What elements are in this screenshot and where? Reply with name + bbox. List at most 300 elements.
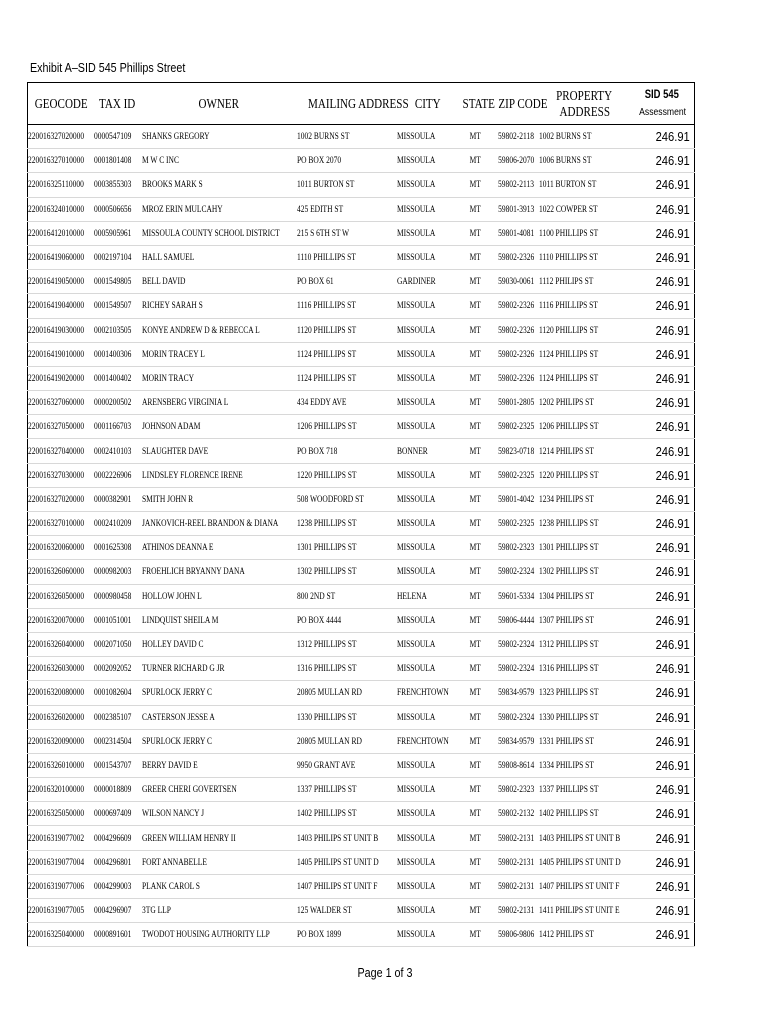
table-row [28,512,695,536]
cell-mailing-address: PO BOX 4444 [297,608,397,632]
cell-property-address: 1238 PHILLIPS ST [539,512,631,536]
table-row [28,850,695,874]
header-owner: OWNER [142,83,297,125]
cell-sid-assessment: 246.91 [631,415,695,439]
cell-zip-code: 59806-2070 [493,149,539,173]
cell-state: MT [459,342,493,366]
cell-zip-code: 59802-2131 [493,850,539,874]
table-row [28,536,695,560]
cell-state: MT [459,173,493,197]
cell-geocode: 220016320100000 [28,778,94,802]
cell-property-address: 1402 PHILLIPS ST [539,802,631,826]
cell-state: MT [459,391,493,415]
cell-property-address: 1110 PHILLIPS ST [539,245,631,269]
cell-owner: LINDSLEY FLORENCE IRENE [142,463,297,487]
cell-owner: TWODOT HOUSING AUTHORITY LLP [142,923,297,947]
cell-owner: SPURLOCK JERRY C [142,729,297,753]
cell-city: MISSOULA [397,366,459,390]
table-row [28,657,695,681]
cell-owner: JANKOVICH-REEL BRANDON & DIANA [142,512,297,536]
cell-owner: SMITH JOHN R [142,487,297,511]
cell-sid-assessment: 246.91 [631,657,695,681]
cell-mailing-address: 434 EDDY AVE [297,391,397,415]
cell-tax-id: 0001801408 [94,149,142,173]
cell-owner: MROZ ERIN MULCAHY [142,197,297,221]
cell-city: FRENCHTOWN [397,681,459,705]
cell-state: MT [459,487,493,511]
cell-owner: HOLLEY DAVID C [142,632,297,656]
cell-sid-assessment: 246.91 [631,923,695,947]
cell-property-address: 1022 COWPER ST [539,197,631,221]
cell-mailing-address: PO BOX 61 [297,270,397,294]
cell-zip-code: 59601-5334 [493,584,539,608]
cell-property-address: 1403 PHILIPS ST UNIT B [539,826,631,850]
cell-owner: 3TG LLP [142,899,297,923]
table-row [28,245,695,269]
cell-tax-id: 0004296907 [94,899,142,923]
cell-owner: BERRY DAVID E [142,753,297,777]
cell-tax-id: 0000547109 [94,125,142,149]
cell-geocode: 220016320080000 [28,681,94,705]
cell-zip-code: 59823-0718 [493,439,539,463]
cell-state: MT [459,850,493,874]
cell-state: MT [459,632,493,656]
cell-zip-code: 59802-2324 [493,560,539,584]
cell-zip-code: 59802-2323 [493,778,539,802]
cell-property-address: 1334 PHILIPS ST [539,753,631,777]
table-row [28,802,695,826]
header-mailing-address: MAILING ADDRESS [297,83,397,125]
cell-owner: CASTERSON JESSE A [142,705,297,729]
header-sid-assessment: SID 545 Assessment [631,83,695,125]
cell-sid-assessment: 246.91 [631,826,695,850]
cell-city: MISSOULA [397,512,459,536]
cell-zip-code: 59802-2132 [493,802,539,826]
header-tax-id: TAX ID [94,83,142,125]
cell-zip-code: 59802-2324 [493,705,539,729]
cell-sid-assessment: 246.91 [631,681,695,705]
cell-property-address: 1006 BURNS ST [539,149,631,173]
cell-geocode: 220016327040000 [28,439,94,463]
cell-zip-code: 59802-2323 [493,536,539,560]
cell-sid-assessment: 246.91 [631,632,695,656]
cell-tax-id: 0001625308 [94,536,142,560]
cell-mailing-address: 1011 BURTON ST [297,173,397,197]
table-body [28,125,695,947]
cell-zip-code: 59802-2324 [493,657,539,681]
cell-sid-assessment: 246.91 [631,753,695,777]
cell-city: MISSOULA [397,705,459,729]
cell-geocode: 220016327030000 [28,463,94,487]
cell-city: MISSOULA [397,850,459,874]
cell-mailing-address: 1124 PHILLIPS ST [297,342,397,366]
cell-owner: MORIN TRACY [142,366,297,390]
table-row [28,729,695,753]
cell-mailing-address: 1238 PHILLIPS ST [297,512,397,536]
cell-tax-id: 0001549805 [94,270,142,294]
cell-zip-code: 59802-2113 [493,173,539,197]
cell-state: MT [459,560,493,584]
cell-tax-id: 0003855303 [94,173,142,197]
cell-mailing-address: 215 S 6TH ST W [297,221,397,245]
header-state: STATE [459,83,493,125]
cell-zip-code: 59802-2118 [493,125,539,149]
cell-tax-id: 0002410209 [94,512,142,536]
table-row [28,923,695,947]
cell-geocode: 220016419030000 [28,318,94,342]
cell-state: MT [459,705,493,729]
cell-geocode: 220016419060000 [28,245,94,269]
cell-mailing-address: 1206 PHILLIPS ST [297,415,397,439]
cell-geocode: 220016326060000 [28,560,94,584]
cell-state: MT [459,874,493,898]
cell-mailing-address: 1403 PHILIPS ST UNIT B [297,826,397,850]
table-row [28,487,695,511]
cell-tax-id: 0004296801 [94,850,142,874]
cell-city: MISSOULA [397,318,459,342]
cell-geocode: 220016419050000 [28,270,94,294]
cell-city: MISSOULA [397,778,459,802]
table-row [28,415,695,439]
cell-property-address: 1011 BURTON ST [539,173,631,197]
cell-state: MT [459,536,493,560]
cell-geocode: 220016327010000 [28,512,94,536]
cell-owner: HALL SAMUEL [142,245,297,269]
cell-tax-id: 0001400306 [94,342,142,366]
cell-geocode: 220016327020000 [28,487,94,511]
cell-zip-code: 59806-9806 [493,923,539,947]
cell-state: MT [459,415,493,439]
table-row [28,366,695,390]
cell-city: MISSOULA [397,874,459,898]
header-zip-code: ZIP CODE [493,83,539,125]
cell-mailing-address: PO BOX 718 [297,439,397,463]
cell-mailing-address: PO BOX 1899 [297,923,397,947]
cell-tax-id: 0000697409 [94,802,142,826]
cell-mailing-address: 425 EDITH ST [297,197,397,221]
table-row [28,753,695,777]
cell-geocode: 220016326020000 [28,705,94,729]
cell-zip-code: 59802-2326 [493,366,539,390]
cell-zip-code: 59801-2805 [493,391,539,415]
cell-zip-code: 59802-2325 [493,512,539,536]
table-row [28,439,695,463]
cell-owner: FORT ANNABELLE [142,850,297,874]
table-row [28,560,695,584]
cell-mailing-address: 800 2ND ST [297,584,397,608]
cell-property-address: 1301 PHILLIPS ST [539,536,631,560]
cell-tax-id: 0000982003 [94,560,142,584]
header-property-address: PROPERTY ADDRESS [539,83,631,125]
cell-sid-assessment: 246.91 [631,245,695,269]
cell-mailing-address: 1301 PHILLIPS ST [297,536,397,560]
cell-sid-assessment: 246.91 [631,584,695,608]
cell-owner: PLANK CAROL S [142,874,297,898]
cell-city: MISSOULA [397,342,459,366]
cell-city: MISSOULA [397,245,459,269]
cell-city: MISSOULA [397,415,459,439]
table-row [28,270,695,294]
cell-mailing-address: 1312 PHILLIPS ST [297,632,397,656]
cell-sid-assessment: 246.91 [631,366,695,390]
cell-mailing-address: 9950 GRANT AVE [297,753,397,777]
table-header-row [28,83,695,125]
cell-tax-id: 0001166703 [94,415,142,439]
cell-mailing-address: 1407 PHILIPS ST UNIT F [297,874,397,898]
cell-property-address: 1116 PHILLIPS ST [539,294,631,318]
table-row [28,826,695,850]
cell-state: MT [459,826,493,850]
cell-owner: RICHEY SARAH S [142,294,297,318]
cell-property-address: 1411 PHILIPS ST UNIT E [539,899,631,923]
cell-sid-assessment: 246.91 [631,463,695,487]
cell-geocode: 220016327020000 [28,125,94,149]
table-row [28,149,695,173]
cell-property-address: 1002 BURNS ST [539,125,631,149]
cell-tax-id: 0004296609 [94,826,142,850]
cell-city: GARDINER [397,270,459,294]
cell-state: MT [459,923,493,947]
cell-geocode: 220016412010000 [28,221,94,245]
cell-state: MT [459,584,493,608]
cell-state: MT [459,245,493,269]
table-row [28,778,695,802]
table-row [28,463,695,487]
cell-geocode: 220016319077002 [28,826,94,850]
cell-geocode: 220016326050000 [28,584,94,608]
cell-zip-code: 59834-9579 [493,729,539,753]
cell-owner: ATHINOS DEANNA E [142,536,297,560]
cell-owner: TURNER RICHARD G JR [142,657,297,681]
cell-mailing-address: 1116 PHILLIPS ST [297,294,397,318]
cell-owner: BELL DAVID [142,270,297,294]
cell-owner: HOLLOW JOHN L [142,584,297,608]
cell-city: MISSOULA [397,487,459,511]
cell-geocode: 220016320090000 [28,729,94,753]
cell-owner: GREER CHERI GOVERTSEN [142,778,297,802]
cell-owner: FROEHLICH BRYANNY DANA [142,560,297,584]
page-title: Exhibit A–SID 545 Phillips Street [30,61,186,75]
cell-city: FRENCHTOWN [397,729,459,753]
cell-zip-code: 59802-2326 [493,245,539,269]
cell-mailing-address: 1002 BURNS ST [297,125,397,149]
cell-mailing-address: 1110 PHILLIPS ST [297,245,397,269]
cell-tax-id: 0000018809 [94,778,142,802]
cell-city: MISSOULA [397,294,459,318]
cell-property-address: 1202 PHILIPS ST [539,391,631,415]
cell-zip-code: 59802-2324 [493,632,539,656]
cell-property-address: 1337 PHILLIPS ST [539,778,631,802]
cell-city: MISSOULA [397,173,459,197]
cell-geocode: 220016325050000 [28,802,94,826]
cell-city: MISSOULA [397,657,459,681]
cell-property-address: 1330 PHILLIPS ST [539,705,631,729]
cell-zip-code: 59802-2131 [493,826,539,850]
cell-sid-assessment: 246.91 [631,729,695,753]
table-row [28,197,695,221]
cell-zip-code: 59802-2131 [493,899,539,923]
table-row [28,632,695,656]
cell-property-address: 1220 PHILLIPS ST [539,463,631,487]
cell-property-address: 1304 PHILIPS ST [539,584,631,608]
cell-mailing-address: 20805 MULLAN RD [297,729,397,753]
cell-state: MT [459,463,493,487]
cell-sid-assessment: 246.91 [631,802,695,826]
cell-property-address: 1331 PHILIPS ST [539,729,631,753]
cell-city: MISSOULA [397,923,459,947]
cell-sid-assessment: 246.91 [631,874,695,898]
cell-zip-code: 59801-4081 [493,221,539,245]
cell-geocode: 220016325040000 [28,923,94,947]
cell-zip-code: 59802-2326 [493,318,539,342]
cell-owner: M W C INC [142,149,297,173]
cell-sid-assessment: 246.91 [631,391,695,415]
cell-sid-assessment: 246.91 [631,512,695,536]
cell-geocode: 220016326040000 [28,632,94,656]
cell-city: MISSOULA [397,391,459,415]
cell-property-address: 1407 PHILIPS ST UNIT F [539,874,631,898]
cell-zip-code: 59802-2325 [493,415,539,439]
cell-state: MT [459,197,493,221]
cell-city: MISSOULA [397,197,459,221]
table-row [28,681,695,705]
table-row [28,608,695,632]
cell-tax-id: 0000891601 [94,923,142,947]
table-row [28,584,695,608]
cell-owner: JOHNSON ADAM [142,415,297,439]
cell-geocode: 220016320070000 [28,608,94,632]
cell-owner: GREEN WILLIAM HENRY II [142,826,297,850]
cell-owner: SPURLOCK JERRY C [142,681,297,705]
table-row [28,173,695,197]
cell-sid-assessment: 246.91 [631,173,695,197]
cell-city: MISSOULA [397,899,459,923]
cell-mailing-address: 1124 PHILLIPS ST [297,366,397,390]
cell-geocode: 220016324010000 [28,197,94,221]
cell-state: MT [459,439,493,463]
cell-state: MT [459,125,493,149]
cell-tax-id: 0005905961 [94,221,142,245]
cell-zip-code: 59801-3913 [493,197,539,221]
cell-state: MT [459,802,493,826]
cell-mailing-address: 1337 PHILLIPS ST [297,778,397,802]
cell-sid-assessment: 246.91 [631,487,695,511]
cell-state: MT [459,899,493,923]
cell-geocode: 220016419020000 [28,366,94,390]
cell-city: MISSOULA [397,560,459,584]
cell-property-address: 1112 PHILIPS ST [539,270,631,294]
cell-tax-id: 0001400402 [94,366,142,390]
cell-city: MISSOULA [397,221,459,245]
cell-tax-id: 0000200502 [94,391,142,415]
cell-sid-assessment: 246.91 [631,608,695,632]
cell-city: MISSOULA [397,802,459,826]
cell-city: MISSOULA [397,632,459,656]
cell-property-address: 1302 PHILLIPS ST [539,560,631,584]
cell-state: MT [459,729,493,753]
cell-sid-assessment: 246.91 [631,149,695,173]
table-row [28,294,695,318]
table-row [28,874,695,898]
cell-state: MT [459,270,493,294]
cell-sid-assessment: 246.91 [631,294,695,318]
cell-geocode: 220016325110000 [28,173,94,197]
cell-property-address: 1234 PHILIPS ST [539,487,631,511]
cell-sid-assessment: 246.91 [631,221,695,245]
cell-tax-id: 0002071050 [94,632,142,656]
cell-owner: ARENSBERG VIRGINIA L [142,391,297,415]
cell-tax-id: 0001082604 [94,681,142,705]
cell-mailing-address: 20805 MULLAN RD [297,681,397,705]
cell-geocode: 220016326010000 [28,753,94,777]
cell-tax-id: 0002226906 [94,463,142,487]
cell-city: MISSOULA [397,463,459,487]
cell-city: MISSOULA [397,149,459,173]
cell-state: MT [459,294,493,318]
cell-owner: MORIN TRACEY L [142,342,297,366]
header-geocode: GEOCODE [28,83,94,125]
cell-tax-id: 0001543707 [94,753,142,777]
cell-city: HELENA [397,584,459,608]
cell-sid-assessment: 246.91 [631,778,695,802]
cell-mailing-address: 1316 PHILLIPS ST [297,657,397,681]
cell-mailing-address: 1405 PHILIPS ST UNIT D [297,850,397,874]
cell-state: MT [459,318,493,342]
cell-sid-assessment: 246.91 [631,536,695,560]
table-row [28,125,695,149]
cell-geocode: 220016327010000 [28,149,94,173]
cell-owner: SLAUGHTER DAVE [142,439,297,463]
cell-zip-code: 59802-2325 [493,463,539,487]
cell-sid-assessment: 246.91 [631,439,695,463]
cell-city: BONNER [397,439,459,463]
cell-sid-assessment: 246.91 [631,705,695,729]
cell-zip-code: 59808-8614 [493,753,539,777]
cell-tax-id: 0002385107 [94,705,142,729]
cell-tax-id: 0002410103 [94,439,142,463]
cell-zip-code: 59802-2326 [493,342,539,366]
cell-property-address: 1206 PHILLIPS ST [539,415,631,439]
cell-zip-code: 59806-4444 [493,608,539,632]
cell-tax-id: 0002103505 [94,318,142,342]
cell-property-address: 1316 PHILLIPS ST [539,657,631,681]
table-row [28,899,695,923]
cell-property-address: 1100 PHILLIPS ST [539,221,631,245]
table-row [28,221,695,245]
cell-tax-id: 0001051001 [94,608,142,632]
cell-sid-assessment: 246.91 [631,899,695,923]
cell-mailing-address: PO BOX 2070 [297,149,397,173]
cell-geocode: 220016327050000 [28,415,94,439]
cell-property-address: 1405 PHILIPS ST UNIT D [539,850,631,874]
assessment-table [27,82,695,947]
cell-zip-code: 59834-9579 [493,681,539,705]
table-row [28,342,695,366]
cell-property-address: 1307 PHILIPS ST [539,608,631,632]
cell-tax-id: 0001549507 [94,294,142,318]
cell-state: MT [459,778,493,802]
cell-owner: MISSOULA COUNTY SCHOOL DISTRICT [142,221,297,245]
cell-city: MISSOULA [397,826,459,850]
cell-owner: WILSON NANCY J [142,802,297,826]
cell-city: MISSOULA [397,608,459,632]
cell-state: MT [459,149,493,173]
table-row [28,705,695,729]
cell-tax-id: 0004299003 [94,874,142,898]
cell-geocode: 220016319077005 [28,899,94,923]
cell-geocode: 220016419040000 [28,294,94,318]
cell-geocode: 220016326030000 [28,657,94,681]
